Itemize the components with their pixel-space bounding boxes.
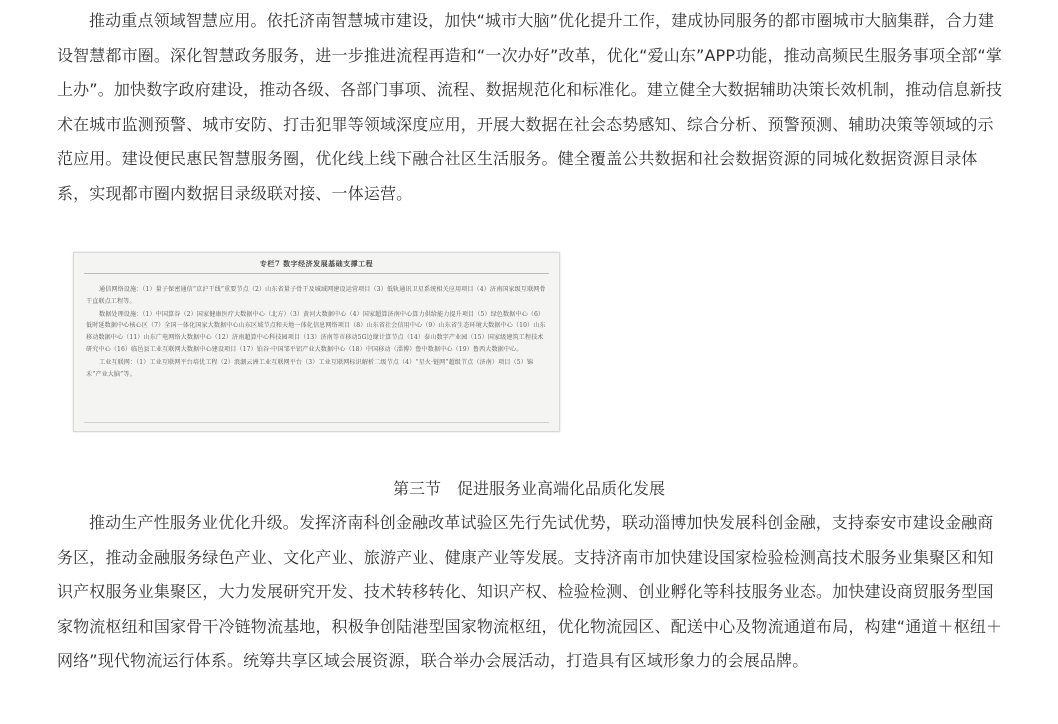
figure-body [86, 284, 547, 381]
figure-item-industrial-internet: 工业互联网：（1）工业互联网平台培优工程（2）浪潮云洲工业互联网平台（3）工业互联网标识解析二级节点（4）“星火·链网”超级节点（济南）项目（5）锦禾“产业大脑”等。 [86, 358, 534, 378]
figure-divider [84, 273, 549, 274]
figure-item-communication-network: 通信网络设施：（1）量子保密通信“京沪干线”重要节点（2）山东省量子骨干及城域网建设运营项目（3）低轨通讯卫星系统相关应用项目（4）济南国家级互联网骨干直联点工程等。 [86, 286, 546, 305]
body-paragraph-smart-applications: 推动重点领域智慧应用。依托济南智慧城市建设，加快“城市大脑”优化提升工作，建成协同服务的都市圈城市大脑集群，合力建设智慧都市圈。深化智慧政务服务，进一步推进流程再造和“一次办好”改革，优化“爱山东”APP功能，推动高频民生服务事项全部“掌上办”。加快数字政府建设，推动各级、各部门事项、流程、数据规范化和标准化。建立健全大数据辅助决策长效机制，推动信息新技术在城市监测预警、城市安防、打击犯罪等领域深度应用，开展大数据在社会态势感知、综合分析、预警预测、辅助决策等领域的示范应用。建设便民惠民智慧服务圈，优化线上线下融合社区生活服务。健全覆盖公共数据和社会数据资源的同城化数据资源目录体系，实现都市圈内数据目录级联对接、一体运营。 [57, 11, 1003, 203]
figure-item-data-processing: 数据处理设施：（1）中国算谷（2）国家健康医疗大数据中心（北方）（3）黄河大数据中心（4）国家超算济南中心算力供给能力提升项目（5）绿色数据中心（6）低时延数据中心核心区（7）全国一体化国家大数据中心山东区域节点和天地一体化信息网络项目（8）山东省社会信用中心（9）山东省生态环境大数据中心（10）山东移动数据中心（11）山东广电网络大数据中心（12）济南超算中心科技园项目（13）济南等市移动5G边缘计算节点（14）泰山数字产业园（15）国家级建筑工程技术研究中心（16）临邑县工业互联网大数据中心建设项目（17）铂谷·中国邹平铝产业大数据中心（18）中国移动（淄博）鲁中数据中心（19）鲁西大数据中心。 [86, 310, 546, 354]
figure-bottom-divider [84, 422, 549, 423]
section-heading: 第三节 促进服务业高端化品质化发展 [392, 479, 665, 498]
body-paragraph-producer-services: 推动生产性服务业优化升级。发挥济南科创金融改革试验区先行先试优势，联动淄博加快发展科创金融，支持泰安市建设金融商务区，推动金融服务绿色产业、文化产业、旅游产业、健康产业等发展。支持济南市加快建设国家检验检测高技术服务业集聚区和知识产权服务业集聚区，大力发展研究开发、技术转移转化、知识产权、检验检测、创业孵化等科技服务业态。加快建设商贸服务型国家物流枢纽和国家骨干冷链物流基地，积极争创陆港型国家物流枢纽，优化物流园区、配送中心及物流通道布局，构建“通道＋枢纽＋网络”现代物流运行体系。统筹共享区域会展资源，联合举办会展活动，打造具有区域形象力的会展品牌。 [57, 513, 1003, 671]
embedded-figure-box [73, 252, 560, 432]
figure-title: 专栏7 数字经济发展基础支撑工程 [259, 259, 374, 268]
